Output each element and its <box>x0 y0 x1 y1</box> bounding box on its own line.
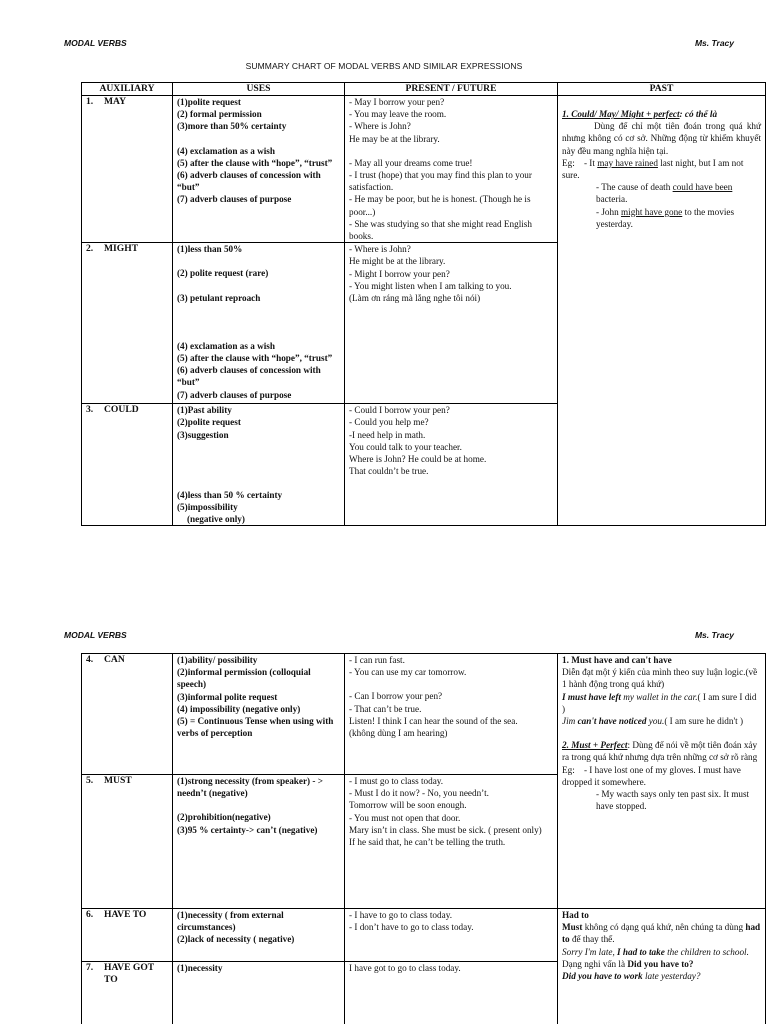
header-right: Ms. Tracy <box>694 630 734 640</box>
col-header-past: PAST <box>558 83 766 96</box>
header-left: MODAL VERBS <box>64 38 127 48</box>
col-header-uses: USES <box>173 83 345 96</box>
table-row <box>82 909 766 962</box>
chart-title: SUMMARY CHART OF MODAL VERBS AND SIMILAR EXPRESSIONS <box>245 61 523 71</box>
uses-might: (1)less than 50% (2) polite request (rare) (3) petulant reproach (4) exclamation as a wish (5) after the clause with “hope”, “trust” (6) adverb clauses of concession with “but” (7) adverb clauses of purpose <box>173 243 345 404</box>
present-may: - May I borrow your pen? - You may leave the room. - Where is John? He may be at the library. - May all your dreams come true! - I trust (hope) that you may find this plan to your satisfaction. - He may be poor, but he is honest. (Though he is poor...) - She was studying so that she might read English books. <box>345 96 558 243</box>
aux-have-got-to: 7. HAVE GOT TO <box>82 962 173 1024</box>
table-row <box>82 96 766 243</box>
col-header-auxiliary: AUXILIARY <box>82 83 173 96</box>
header-left: MODAL VERBS <box>64 630 127 640</box>
table-row <box>82 654 766 775</box>
modal-table-page1 <box>81 82 766 526</box>
aux-might: 2. MIGHT <box>82 243 173 404</box>
header-right: Ms. Tracy <box>694 38 734 48</box>
aux-have-to: 6. HAVE TO <box>82 909 173 962</box>
uses-can: (1)ability/ possibility (2)informal permission (colloquial speech) (3)informal polite request (4) impossibility (negative only) (5) = Continuous Tense when using with verbs of perception <box>173 654 345 775</box>
aux-must: 5. MUST <box>82 775 173 909</box>
page-header <box>64 38 734 48</box>
past-had-to: Had to Must không có dạng quá khứ, nên chúng ta dùng had to để thay thế. Sorry I'm late, I had to take the children to school. Dạng nghi vấn là Did you have to? Did you have to work late yesterday? <box>558 909 766 1024</box>
aux-may: 1. MAY <box>82 96 173 243</box>
aux-can: 4. CAN <box>82 654 173 775</box>
present-have-got-to: I have got to go to class today. <box>345 962 558 1024</box>
page-header-2 <box>64 630 734 640</box>
present-could: - Could I borrow your pen? - Could you help me? -I need help in math. You could talk to your teacher. Where is John? He could be at home. That couldn’t be true. <box>345 404 558 526</box>
uses-have-got-to: (1)necessity <box>173 962 345 1024</box>
present-can: - I can run fast. - You can use my car tomorrow. - Can I borrow your pen? - That can’t be true. Listen! I think I can hear the sound of the sea. (không dùng I am hearing) <box>345 654 558 775</box>
uses-could: (1)Past ability (2)polite request (3)suggestion (4)less than 50 % certainty (5)impossibility (negative only) <box>173 404 345 526</box>
aux-could: 3. COULD <box>82 404 173 526</box>
uses-may: (1)polite request (2) formal permission (3)more than 50% certainty (4) exclamation as a wish (5) after the clause with “hope”, “trust” (6) adverb clauses of concession with “but” (7) adverb clauses of purpose <box>173 96 345 243</box>
present-might: - Where is John? He might be at the library. - Might I borrow your pen? - You might listen when I am talking to you. (Làm ơn ráng mà lắng nghe tôi nói) <box>345 243 558 404</box>
modal-table-page2 <box>81 653 766 1024</box>
past-must-cant-have: 1. Must have and can't have Diễn đạt một ý kiến của mình theo suy luận logic.(về 1 hành động trong quá khứ) I must have left my wallet in the car.( I am sure I did ) Jim can't have noticed you.( I am sure he didn't ) 2. Must + Perfect: Dùng để nói về một tiên đoán xảy ra trong quá khứ nhưng dựa trên những cơ sở rõ ràng Eg: - I have lost one of my gloves. I must have dropped it somewhere. - My wacth says only ten past six. It must have stopped. <box>558 654 766 909</box>
uses-have-to: (1)necessity ( from external circumstances) (2)lack of necessity ( negative) <box>173 909 345 962</box>
past-could-may-might: 1. Could/ May/ Might + perfect: có thể là Dùng để chỉ một tiên đoán trong quá khứ nhưng không có cơ sở. Những động từ khiếm khuyết này đều mang nghĩa hiện tại. Eg: - It may have rained last night, but I am not sure. - The cause of death could have been bacteria. - John might have gone to the movies yesterday. <box>558 96 766 526</box>
present-must: - I must go to class today. - Must I do it now? - No, you needn’t. Tomorrow will be soon enough. - You must not open that door. Mary isn’t in class. She must be sick. ( present only) If he said that, he can’t be telling the truth. <box>345 775 558 909</box>
uses-must: (1)strong necessity (from speaker) - > needn’t (negative) (2)prohibition(negative) (3)95 % certainty-> can’t (negative) <box>173 775 345 909</box>
col-header-present: PRESENT / FUTURE <box>345 83 558 96</box>
present-have-to: - I have to go to class today. - I don’t have to go to class today. <box>345 909 558 962</box>
